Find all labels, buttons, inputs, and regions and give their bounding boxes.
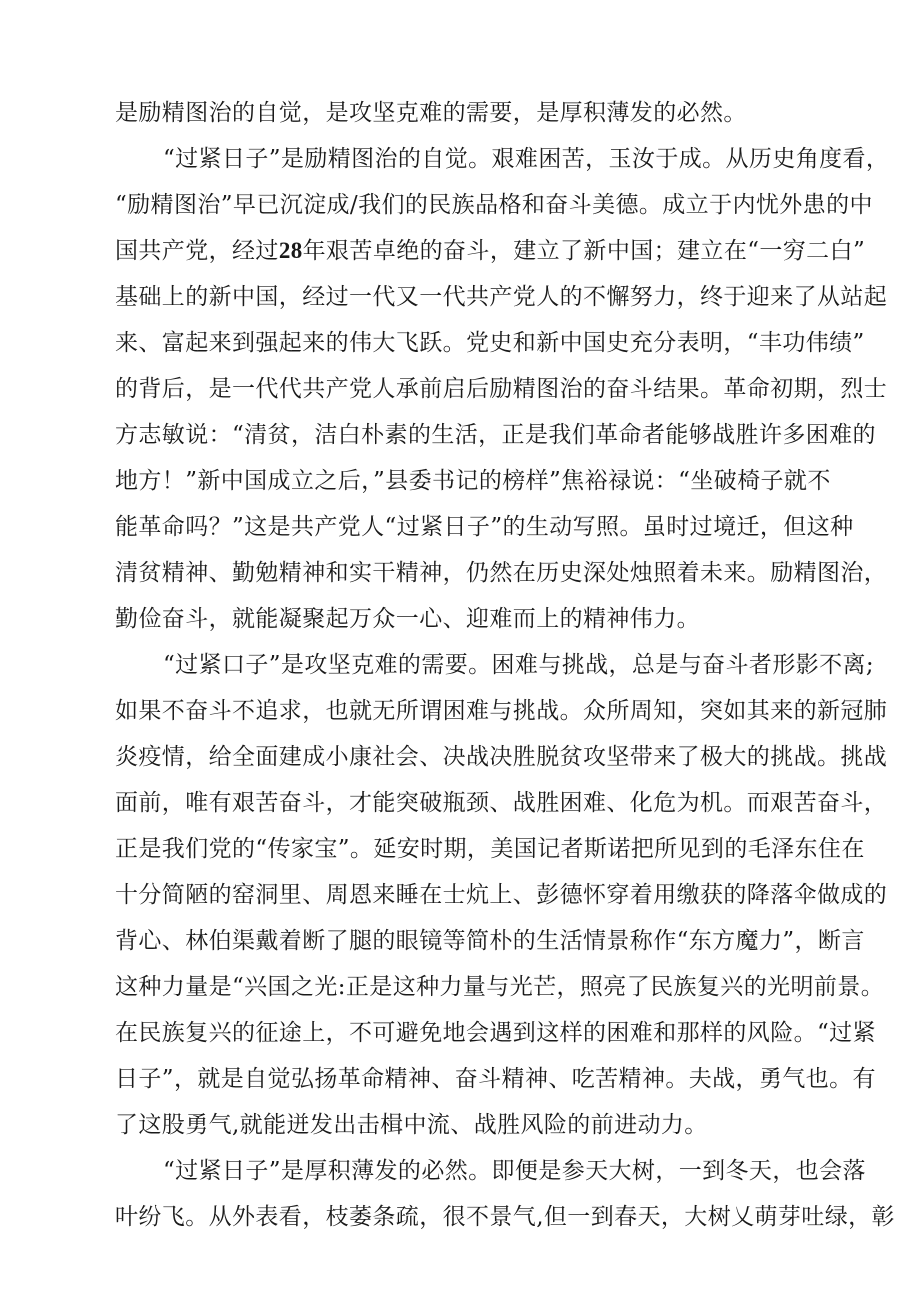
- text-line-12: 勤俭奋斗，就能凝聚起万众一心、迎难而上的精神伟力。: [115, 606, 700, 632]
- text-segment: 年艰苦卓绝的奋斗，建立了新中国；建立在“一穷二白”: [302, 238, 866, 264]
- text-line-18: 十分简陋的窑洞里、周恩来睡在士炕上、彭德怀穿着用缴获的降落伞做成的: [115, 882, 888, 908]
- text-line-19: 背心、林伯渠戴着断了腿的眼镜等简朴的生活情景称作“东方魔力”，断言: [115, 928, 865, 954]
- text-line-20: 这种力量是“兴国之光:正是这种力量与光芒，照亮了民族复兴的光明前景。: [115, 974, 885, 1000]
- text-line-1: 是励精图治的自觉，是攻坚克难的需要，是厚积薄发的必然。: [115, 100, 747, 126]
- text-line-17: 正是我们党的“传家宝”。延安时期，美国记者斯诺把所见到的毛泽东住在: [115, 836, 865, 862]
- text-line-15: 炎疫情，给全面建成小康社会、决战决胜脱贫攻坚带来了极大的挑战。挑战: [115, 744, 888, 770]
- text-segment: 国共产党，经过: [115, 238, 279, 264]
- text-line-8: 方志敏说：“清贫，洁白朴素的生活，正是我们革命者能够战胜许多困难的: [115, 422, 876, 448]
- text-line-14: 如果不奋斗不追求，也就无所谓困难与挑战。众所周知，突如其来的新冠肺: [115, 698, 888, 724]
- text-line-5: 基础上的新中国，经过一代又一代共产党人的不懈努力，终于迎来了从站起: [115, 284, 888, 310]
- text-line-21: 在民族复兴的征途上，不可避免地会遇到这样的困难和那样的风险。“过紧: [115, 1020, 876, 1046]
- text-line-10: 能革命吗？”这是共产党人“过紧日子”的生动写照。虽时过境迁，但这种: [115, 514, 854, 540]
- text-line-23: 了这股勇气,就能迸发出击楫中流、战胜风险的前进动力。: [115, 1112, 708, 1138]
- text-line-22: 日子”，就是自觉弘扬革命精神、奋斗精神、吃苦精神。夫战，勇气也。有: [115, 1066, 876, 1092]
- text-line-16: 面前，唯有艰苦奋斗，才能突破瓶颈、战胜困难、化危为机。而艰苦奋斗，: [115, 790, 888, 816]
- text-line-7: 的背后，是一代代共产党人承前启后励精图治的奋斗结果。革命初期，烈士: [115, 376, 888, 402]
- text-line-3: “励精图治”早已沉淀成/我们的民族品格和奋斗美德。成立于内忧外患的中: [115, 192, 873, 218]
- text-line-9: 地方！”新中国成立之后，”县委书记的榜样”焦裕禄说：“坐破椅子就不: [115, 468, 831, 494]
- text-line-6: 来、富起来到强起来的伟大飞跃。党史和新中国史充分表明，“丰功伟绩”: [115, 330, 865, 356]
- text-line-11: 清贫精神、勤勉精神和实干精神，仍然在历史深处烛照着未来。励精图治，: [115, 560, 888, 586]
- text-line-4: [115, 231, 920, 271]
- year-number: 28: [278, 238, 303, 263]
- text-line-25: 叶纷飞。从外表看，枝萎条疏，很不景气,但一到春天，大树乂萌芽吐绿，彰: [115, 1204, 895, 1230]
- paragraph-3-line-1: “过紧日子”是厚积薄发的必然。即便是参天大树，一到冬天，也会落: [163, 1158, 866, 1184]
- paragraph-2-line-1: “过紧口子”是攻坚克难的需要。困难与挑战，总是与奋斗者形影不离;: [163, 652, 875, 678]
- paragraph-1-line-1: “过紧日子”是励精图治的自觉。艰难困苦，玉汝于成。从历史角度看，: [163, 146, 890, 172]
